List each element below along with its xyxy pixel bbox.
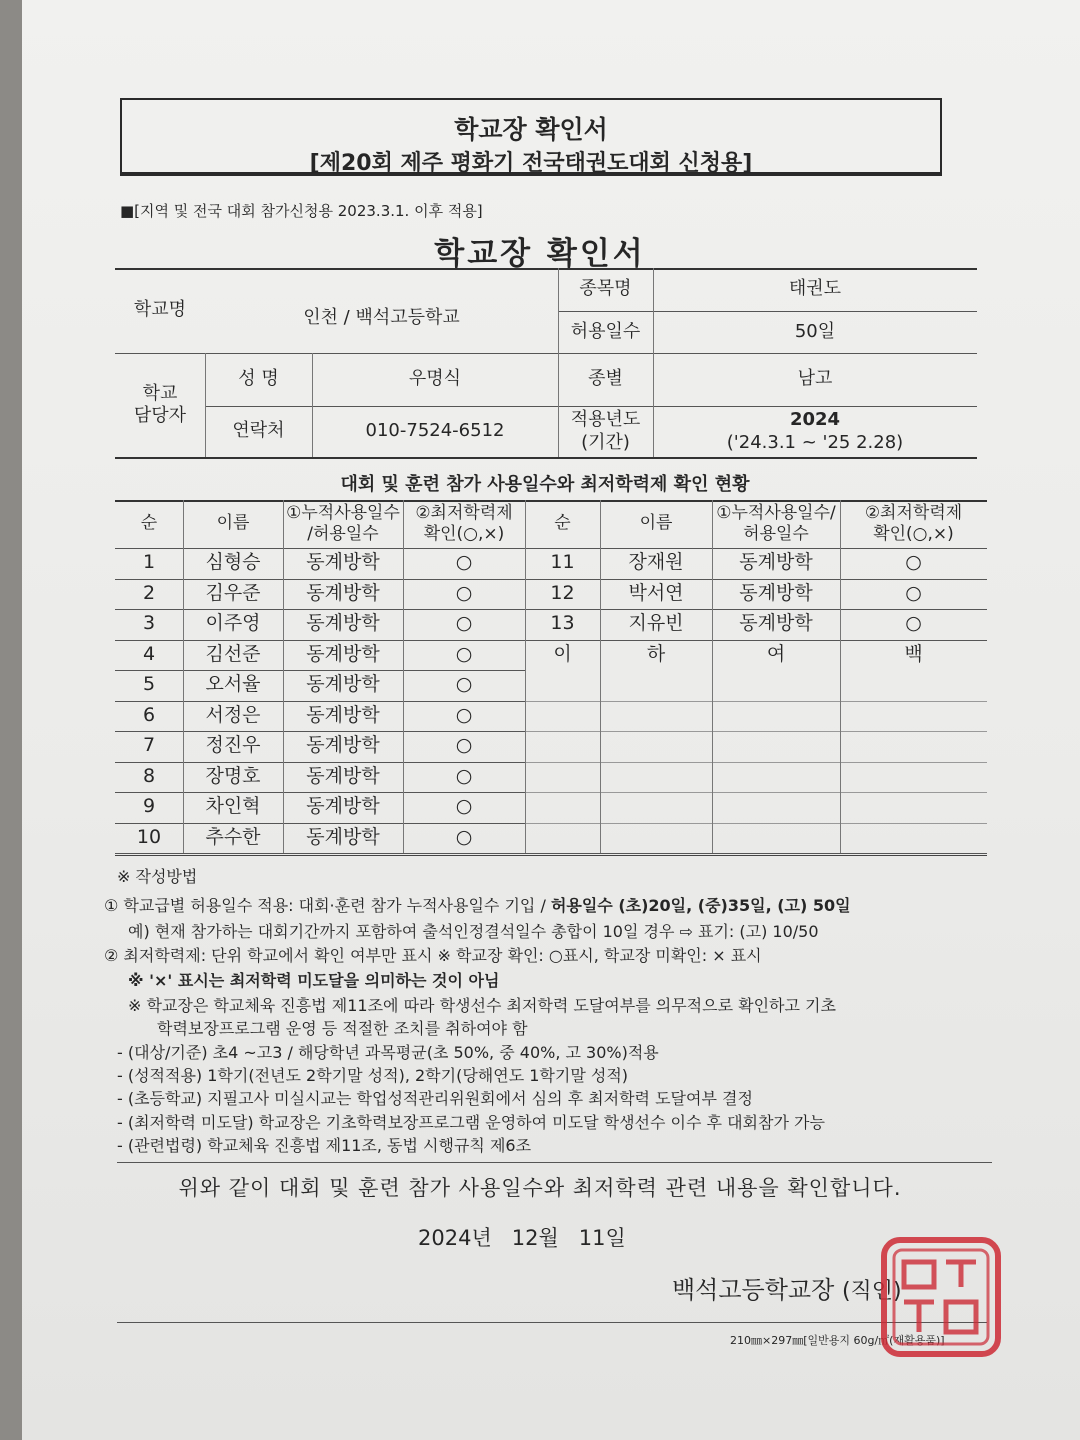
signer-name: 백석고등학교장	[672, 1276, 835, 1304]
box-subtitle: [제20회 제주 평화기 전국태권도대회 신청용]	[309, 151, 753, 176]
row-name: 김선준	[205, 642, 261, 665]
row-no: 7	[142, 734, 156, 757]
row-name: 지유빈	[628, 612, 684, 635]
instruction-line-6: 학력보장프로그램 운영 등 적절한 조치를 취하여야 함	[157, 1019, 528, 1038]
main-title: 학교장 확인서	[434, 236, 646, 272]
row-check: ○	[455, 764, 473, 787]
signer	[672, 1270, 902, 1305]
row-no: 2	[142, 581, 156, 604]
row-name: 박서연	[628, 581, 684, 604]
contact-value: 010-7524-6512	[365, 420, 505, 442]
row-check: ○	[905, 551, 922, 574]
row-check: ○	[455, 612, 473, 635]
row-no: 6	[142, 703, 156, 726]
row-days: 동계방학	[739, 551, 813, 574]
row-name: 하	[646, 642, 666, 665]
header-days-left-line2: /허용일수	[307, 524, 379, 544]
year-label-line2: (기간)	[581, 431, 630, 453]
name-value: 우명식	[408, 368, 462, 390]
row-no: 1	[142, 551, 156, 574]
row-no: 5	[142, 673, 156, 696]
instruction-line-1	[104, 893, 851, 916]
row-name: 서정은	[205, 703, 261, 726]
row-name: 이주영	[205, 612, 261, 635]
allowed-days-value: 50일	[794, 320, 836, 342]
instruction-line-2: 예) 현재 참가하는 대회기간까지 포함하여 출석인정결석일수 총합이 10일 경우 ⇨ 표기: (고) 10/50	[128, 922, 819, 941]
header-days-right-line2: 허용일수	[743, 524, 809, 544]
row-no: 10	[136, 825, 162, 848]
row-no: 4	[142, 642, 156, 665]
header-check-right-line2: 확인(○,×)	[873, 524, 954, 544]
instruction-line-4: ※ '×' 표시는 최저학력 미도달을 의미하는 것이 아님	[128, 971, 500, 990]
row-name: 정진우	[205, 734, 261, 757]
paper-spec: 210㎜×297㎜[일반용지 60g/㎡(재활용품)]	[730, 1334, 945, 1347]
title-box	[120, 98, 942, 176]
header-check-left	[403, 500, 525, 548]
header-check-right	[840, 500, 987, 548]
row-days: 동계방학	[306, 703, 380, 726]
row-no: 이	[553, 642, 572, 665]
row-name: 오서율	[205, 673, 261, 696]
year-value	[653, 406, 977, 457]
period-value: ('24.3.1 ~ '25 2.28)	[726, 431, 904, 453]
row-days: 동계방학	[306, 642, 380, 665]
row-no: 3	[142, 612, 156, 635]
row-no: 8	[142, 764, 156, 787]
row-days: 동계방학	[306, 795, 380, 818]
row-check: ○	[905, 581, 922, 604]
application-note: ■[지역 및 전국 대회 참가신청용 2023.3.1. 이후 적용]	[120, 202, 483, 220]
header-check-left-line1: ②최저학력제	[415, 502, 513, 523]
instruction-line-8: - (성적적용) 1학기(전년도 2학기말 성적), 2학기(당해연도 1학기말 성적)	[117, 1066, 629, 1085]
instructions-heading: ※ 작성방법	[117, 867, 198, 886]
row-name: 김우준	[205, 581, 261, 604]
row-check: ○	[455, 581, 473, 604]
row-days: 여	[766, 642, 786, 665]
row-no: 11	[550, 551, 575, 574]
issue-date: 2024년 12월 11일	[418, 1226, 626, 1250]
school-label: 학교명	[133, 299, 187, 321]
header-name-right: 이름	[639, 513, 673, 534]
row-check: ○	[455, 734, 473, 757]
row-check: ○	[455, 642, 473, 665]
row-no: 12	[550, 581, 575, 604]
instruction-line-3: ② 최저학력제: 단위 학교에서 확인 여부만 표시 ※ 학교장 확인: ○표시, 학교장 미확인: × 표시	[104, 946, 762, 965]
instruction-line-7: - (대상/기준) 초4 ~고3 / 해당학년 과목평균(초 50%, 중 40%, 고 30%)적용	[117, 1043, 659, 1062]
instruction-line-11: - (관련법령) 학교체육 진흥법 제11조, 동법 시행규칙 제6조	[117, 1136, 532, 1155]
header-check-left-line2: 확인(○,×)	[423, 524, 505, 544]
row-name: 장명호	[205, 764, 261, 787]
header-check-right-line1: ②최저학력제	[864, 502, 963, 523]
instruction-line-5: ※ 학교장은 학교체육 진흥법 제11조에 따라 학생선수 최저학력 도달여부를 의무적으로 확인하고 기초	[128, 996, 836, 1015]
row-name: 장재원	[628, 551, 684, 574]
name-label: 성 명	[238, 368, 279, 390]
event-label: 종목명	[579, 278, 632, 300]
row-days: 동계방학	[739, 612, 813, 635]
row-check: ○	[455, 673, 473, 696]
manager-label-line1: 학교	[142, 382, 178, 404]
header-days-right	[712, 500, 840, 548]
row-check: ○	[455, 795, 473, 818]
row-days: 동계방학	[306, 551, 380, 574]
row-no: 13	[550, 612, 575, 635]
row-days: 동계방학	[306, 673, 380, 696]
school-value: 인천 / 백석고등학교	[303, 306, 460, 328]
footer-line	[117, 1322, 987, 1323]
allowed-days-label: 허용일수	[570, 320, 641, 342]
row-days: 동계방학	[306, 612, 380, 635]
contact-label: 연락처	[232, 420, 285, 442]
header-days-left-line1: ①누적사용일수	[286, 502, 400, 523]
school-seal-image	[876, 1232, 1006, 1362]
row-check: ○	[455, 551, 473, 574]
header-no-right: 순	[554, 513, 571, 534]
header-no-left: 순	[140, 513, 158, 534]
row-check: ○	[455, 825, 473, 848]
row-no: 9	[142, 795, 156, 818]
year-value-text: 2024	[789, 409, 841, 430]
row-check: 백	[904, 642, 923, 665]
row-check: ○	[905, 612, 922, 635]
header-name-left: 이름	[216, 513, 250, 534]
row-name: 차인혁	[205, 795, 261, 818]
row-days: 동계방학	[739, 581, 813, 604]
header-days-left	[283, 500, 403, 548]
category-label: 종별	[588, 368, 623, 390]
row-days: 동계방학	[306, 764, 380, 787]
header-days-right-line1: ①누적사용일수/	[716, 502, 836, 523]
event-value: 태권도	[788, 278, 842, 300]
instruction-line-1b: 허용일수 (초)20일, (중)35일, (고) 50일	[550, 896, 851, 915]
instruction-line-10: - (최저학력 미도달) 학교장은 기초학력보장프로그램 운영하여 미도달 학생선수 이수 후 대회참가 가능	[117, 1113, 825, 1132]
divider-line	[117, 1162, 992, 1163]
section-title: 대회 및 훈련 참가 사용일수와 최저학력제 확인 현황	[340, 474, 750, 495]
year-label	[558, 406, 653, 457]
row-days: 동계방학	[306, 825, 380, 848]
seal-placeholder: (직인)	[841, 1279, 902, 1304]
manager-label	[115, 353, 205, 457]
row-check: ○	[455, 703, 473, 726]
instruction-line-9: - (초등학교) 지필고사 미실시교는 학업성적관리위원회에서 심의 후 최저학력 도달여부 결정	[117, 1089, 753, 1108]
box-title: 학교장 확인서	[454, 115, 608, 144]
row-days: 동계방학	[306, 734, 380, 757]
row-name: 추수한	[205, 825, 261, 848]
row-name: 심형승	[205, 551, 261, 574]
year-label-line1: 적용년도	[570, 409, 641, 430]
category-value: 남고	[797, 368, 833, 390]
instruction-line-1a: ① 학교급별 허용일수 적용: 대회·훈련 참가 누적사용일수 기입 /	[104, 896, 551, 915]
confirmation-text: 위와 같이 대회 및 훈련 참가 사용일수와 최저학력 관련 내용을 확인합니다.	[178, 1176, 902, 1200]
manager-label-line2: 담당자	[133, 405, 187, 426]
row-days: 동계방학	[306, 581, 380, 604]
